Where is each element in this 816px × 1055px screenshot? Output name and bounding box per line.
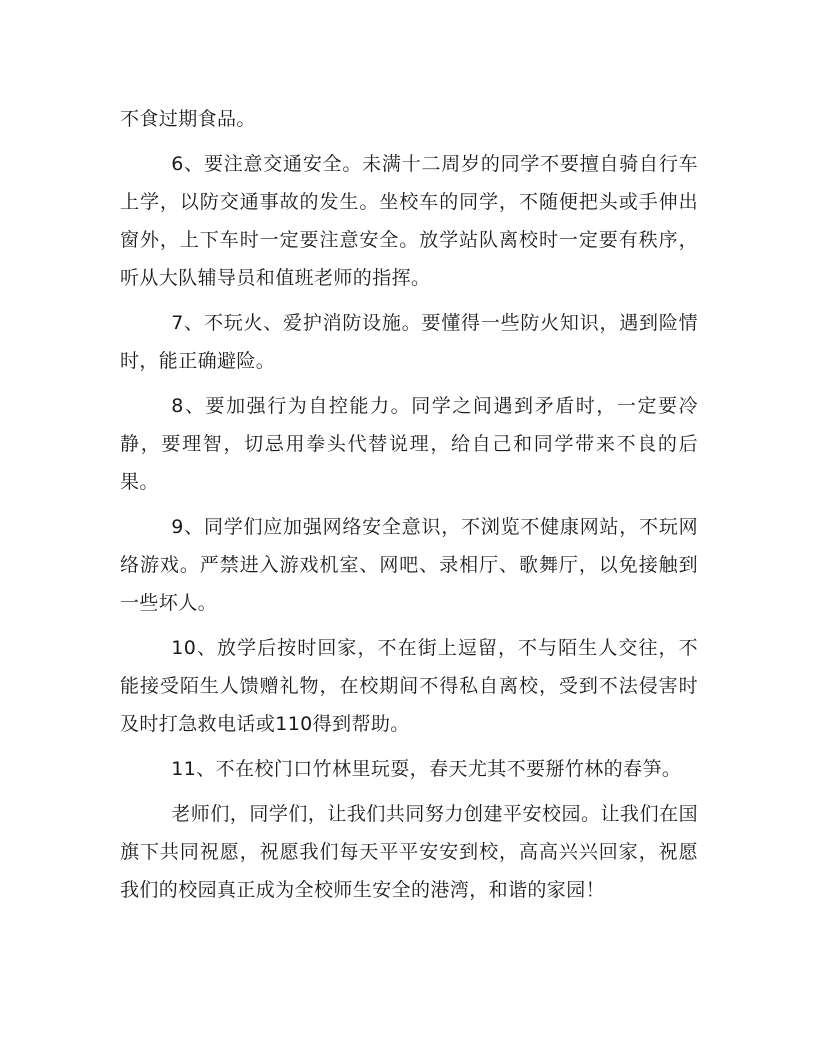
- document-body: [120, 100, 698, 909]
- paragraph-continuation: 不食过期食品。: [120, 108, 256, 130]
- paragraph-item-9: 9、同学们应加强网络安全意识，不浏览不健康网站，不玩网络游戏。严禁进入游戏机室、网吧、录相厅、歌舞厅，以免接触到一些坏人。: [120, 516, 698, 614]
- paragraph-item-10: 10、放学后按时回家，不在街上逗留，不与陌生人交往，不能接受陌生人馈赠礼物，在校期间不得私自离校，受到不法侵害时及时打急救电话或110得到帮助。: [120, 637, 698, 735]
- paragraph-item-8: 8、要加强行为自控能力。同学之间遇到矛盾时，一定要冷静，要理智，切忌用拳头代替说理，给自己和同学带来不良的后果。: [120, 395, 698, 493]
- paragraph-item-7: 7、不玩火、爱护消防设施。要懂得一些防火知识，遇到险情时，能正确避险。: [120, 312, 698, 372]
- paragraph-item-11: 11、不在校门口竹林里玩耍，春天尤其不要掰竹林的春笋。: [171, 758, 682, 780]
- paragraph-item-6: 6、要注意交通安全。未满十二周岁的同学不要擅自骑自行车上学，以防交通事故的发生。坐校车的同学，不随便把头或手伸出窗外，上下车时一定要注意安全。放学站队离校时一定要有秩序，听从大队辅导员和值班老师的指挥。: [120, 153, 698, 289]
- paragraph-closing: 老师们，同学们，让我们共同努力创建平安校园。让我们在国旗下共同祝愿，祝愿我们每天平平安安到校，高高兴兴回家，祝愿我们的校园真正成为全校师生安全的港湾，和谐的家园！: [120, 803, 698, 901]
